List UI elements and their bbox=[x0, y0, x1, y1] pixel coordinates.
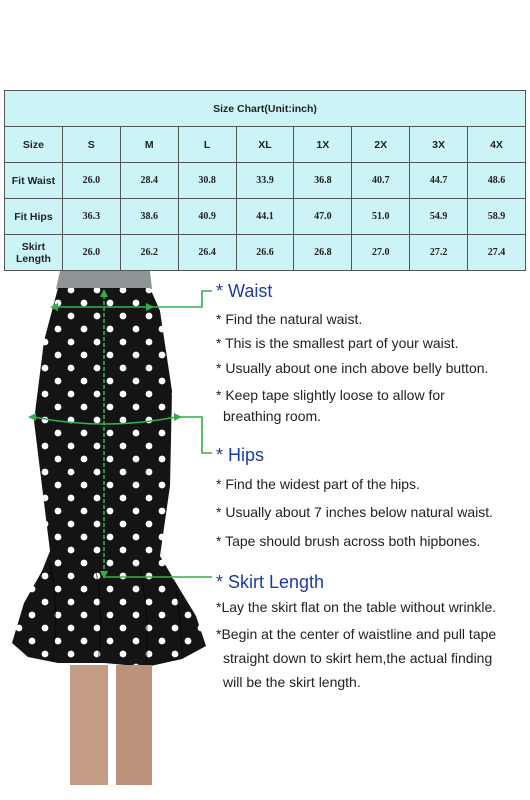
table-cell: 44.1 bbox=[236, 199, 294, 235]
size-cell: 4X bbox=[468, 127, 526, 163]
table-cell: 54.9 bbox=[410, 199, 468, 235]
table-cell: 26.6 bbox=[236, 235, 294, 271]
waist-heading: * Waist bbox=[216, 281, 273, 301]
size-chart-title-row bbox=[5, 91, 526, 127]
table-cell: 44.7 bbox=[410, 163, 468, 199]
table-cell: 30.8 bbox=[178, 163, 236, 199]
size-cell: S bbox=[62, 127, 120, 163]
waist-bullet: breathing room. bbox=[223, 408, 322, 424]
table-cell: 51.0 bbox=[352, 199, 410, 235]
table-cell: 48.6 bbox=[468, 163, 526, 199]
table-cell: 27.4 bbox=[468, 235, 526, 271]
table-cell: 38.6 bbox=[120, 199, 178, 235]
table-cell: 36.8 bbox=[294, 163, 352, 199]
row-label: Fit Hips bbox=[5, 199, 63, 235]
size-row bbox=[5, 127, 526, 163]
table-cell: 26.8 bbox=[294, 235, 352, 271]
row-label: Fit Waist bbox=[5, 163, 63, 199]
table-row-skirt-length bbox=[5, 235, 526, 271]
table-cell: 27.0 bbox=[352, 235, 410, 271]
shirt-shape bbox=[56, 271, 152, 289]
size-chart-title: Size Chart(Unit:inch) bbox=[5, 91, 526, 127]
table-cell: 26.0 bbox=[62, 163, 120, 199]
hips-heading: * Hips bbox=[216, 445, 265, 465]
size-cell: XL bbox=[236, 127, 294, 163]
skirt-length-heading: * Skirt Length bbox=[216, 572, 325, 592]
skirt-length-bullet: *Begin at the center of waistline and pull tape bbox=[216, 626, 497, 642]
table-cell: 47.0 bbox=[294, 199, 352, 235]
table-row-fit-waist bbox=[5, 163, 526, 199]
skirt-illustration bbox=[0, 271, 212, 785]
waist-bullet: * Usually about one inch above belly button. bbox=[216, 360, 489, 376]
size-cell: 1X bbox=[294, 127, 352, 163]
leg-left bbox=[70, 665, 108, 785]
skirt-length-bullet: will be the skirt length. bbox=[223, 674, 361, 690]
table-cell: 33.9 bbox=[236, 163, 294, 199]
skirt-length-bullet: straight down to skirt hem,the actual finding bbox=[223, 650, 493, 666]
table-cell: 40.7 bbox=[352, 163, 410, 199]
table-cell: 26.4 bbox=[178, 235, 236, 271]
row-label: Skirt Length bbox=[5, 235, 63, 271]
waist-bullet: * Keep tape slightly loose to allow for bbox=[216, 387, 445, 403]
table-cell: 40.9 bbox=[178, 199, 236, 235]
skirt-length-bullet: *Lay the skirt flat on the table without wrinkle. bbox=[216, 599, 497, 615]
hips-bullet: * Tape should brush across both hipbones. bbox=[216, 533, 481, 549]
size-label: Size bbox=[5, 127, 63, 163]
size-cell: L bbox=[178, 127, 236, 163]
waist-bullet: * This is the smallest part of your waist. bbox=[216, 335, 459, 351]
waist-bullet: * Find the natural waist. bbox=[216, 311, 363, 327]
leg-right bbox=[116, 665, 152, 785]
size-cell: M bbox=[120, 127, 178, 163]
table-row-fit-hips bbox=[5, 199, 526, 235]
table-cell: 27.2 bbox=[410, 235, 468, 271]
table-cell: 26.2 bbox=[120, 235, 178, 271]
skirt-shape bbox=[12, 288, 206, 667]
hips-bullet: * Usually about 7 inches below natural waist. bbox=[216, 504, 494, 520]
table-cell: 58.9 bbox=[468, 199, 526, 235]
table-cell: 28.4 bbox=[120, 163, 178, 199]
table-cell: 26.0 bbox=[62, 235, 120, 271]
hips-bullet: * Find the widest part of the hips. bbox=[216, 476, 420, 492]
size-cell: 3X bbox=[410, 127, 468, 163]
size-chart-table bbox=[4, 90, 526, 271]
size-cell: 2X bbox=[352, 127, 410, 163]
table-cell: 36.3 bbox=[62, 199, 120, 235]
